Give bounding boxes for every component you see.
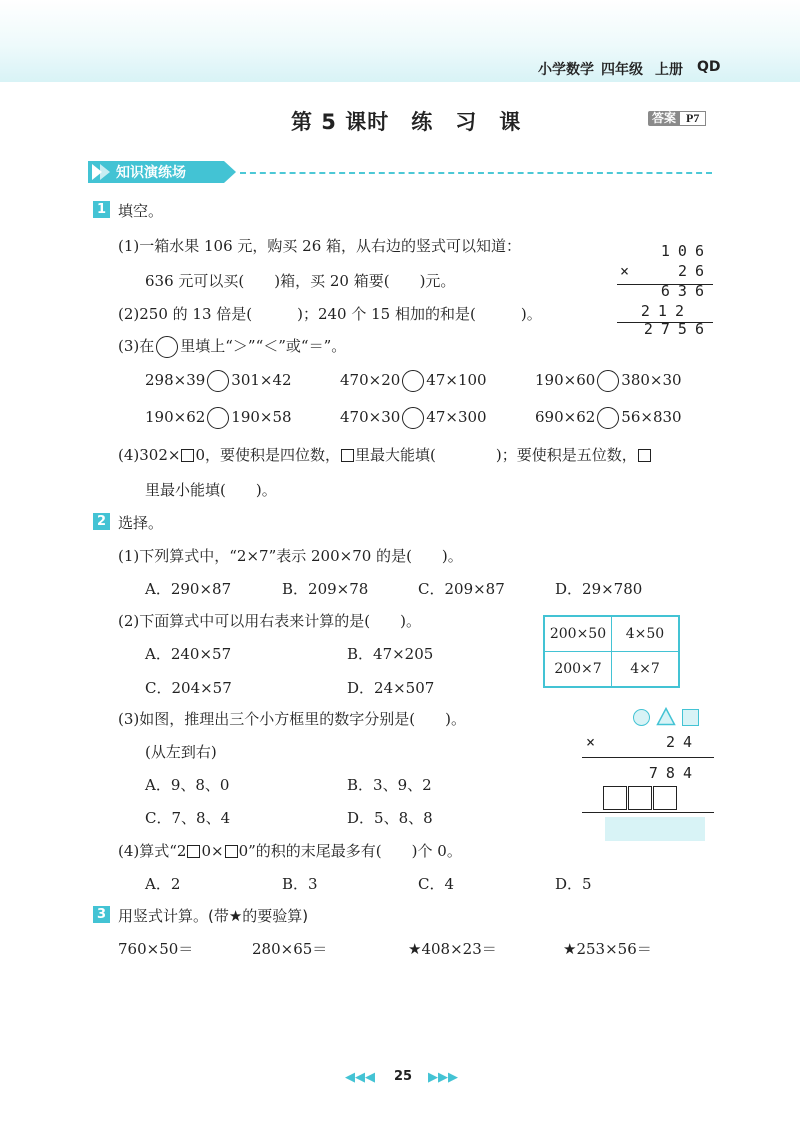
answer-page: P7 [680,111,706,126]
q1-part2[interactable]: (2)250 的 13 倍是( )；240 个 15 相加的和是( )。 [118,305,542,323]
circle-icon [156,336,178,358]
square-icon [341,449,354,462]
q2-s4-opt-b[interactable]: B．3 [282,875,318,893]
compare-circle[interactable] [597,370,619,392]
page-number: 25 [394,1069,413,1084]
q2-s1-opt-d[interactable]: D．29×780 [555,580,643,598]
vcalc-row4: 212 [640,302,692,320]
table-cell: 200×50 [544,616,612,652]
fig-line2 [582,812,714,813]
q2-s4-opt-a[interactable]: A．2 [145,875,181,893]
q1-part1-line1: (1)一箱水果 106 元，购买 26 箱，从右边的竖式可以知道： [118,237,522,255]
q2-s3-opt-c[interactable]: C．7、8、4 [145,809,231,827]
header-edition: QD [697,59,721,75]
q2-s2-question: (2)下面算式中可以用右表来计算的是( )。 [118,612,421,630]
q3-item-1[interactable]: 760×50＝ [118,940,194,958]
vcalc-row3: 636 [660,282,712,300]
q2-s2-opt-d[interactable]: D．24×507 [347,679,435,697]
q2-s4-opt-c[interactable]: C．4 [418,875,455,893]
q2-s3-question-2: (从左到右) [145,743,217,761]
square-icon [225,845,238,858]
header-volume: 上册 [655,62,683,78]
q2-title: 选择。 [118,514,164,532]
banner-dashline [240,172,712,174]
square-icon [181,449,194,462]
q2-s3-opt-d[interactable]: D．5、8、8 [347,809,433,827]
q2-s1-opt-c[interactable]: C．209×87 [418,580,505,598]
compare-circle[interactable] [207,370,229,392]
q1-part4-line1: (4)302× 0，要使积是四位数， 里最大能填( )；要使积是五位数， [118,444,652,465]
vcalc-row2: 26 [677,262,712,280]
q2-s4-question: (4)算式“2 0× 0”的积的末尾最多有( )个 0。 [118,842,462,860]
footer-right-arrows-icon: ▶▶▶ [428,1070,458,1085]
table-cell: 4×7 [612,652,680,688]
fig-result-area [605,817,705,841]
q2-s1-question: (1)下列算式中，“2×7”表示 200×70 的是( )。 [118,547,463,565]
triangle-shape-icon [656,707,676,726]
answer-box[interactable] [628,786,652,810]
q2-s4-opt-d[interactable]: D．5 [555,875,592,893]
q1-part3 [118,335,346,358]
compare-1-3: 190×60 380×30 [535,370,682,392]
fig-partial: 784 [648,764,700,782]
vcalc-row5: 2756 [643,320,712,338]
q2-s3-opt-b[interactable]: B．3、9、2 [347,776,432,794]
compare-circle[interactable] [402,407,424,429]
q1-number: 1 [93,201,110,218]
q1-part3-b: 里填上“＞”“＜”或“＝”。 [180,337,347,355]
q1-part4-line2[interactable]: 里最小能填( )。 [145,481,277,499]
q2-s2-opt-b[interactable]: B．47×205 [347,645,434,663]
table-cell: 4×50 [612,616,680,652]
answer-box[interactable] [653,786,677,810]
calc-table [543,615,680,688]
vcalc-op: × [620,262,638,280]
compare-2-1: 190×62 190×58 [145,407,292,429]
compare-2-2: 470×30 47×300 [340,407,487,429]
compare-circle[interactable] [597,407,619,429]
compare-circle[interactable] [207,407,229,429]
q3-item-4[interactable]: ★253×56＝ [563,940,652,958]
q1-title: 填空。 [118,202,164,220]
square-icon [187,845,200,858]
compare-1-1: 298×39 301×42 [145,370,292,392]
compare-1-2: 470×20 47×100 [340,370,487,392]
q3-item-2[interactable]: 280×65＝ [252,940,328,958]
compare-2-3: 690×62 56×830 [535,407,682,429]
q2-s3-question: (3)如图，推理出三个小方框里的数字分别是( )。 [118,710,466,728]
q2-s3-opt-a[interactable]: A．9、8、0 [145,776,230,794]
fig-multiplier: 24 [665,733,700,751]
q3-item-3[interactable]: ★408×23＝ [408,940,497,958]
answer-ref[interactable] [648,111,706,126]
table-cell: 200×7 [544,652,612,688]
circle-shape-icon [633,709,650,726]
answer-box[interactable] [603,786,627,810]
q3-title: 用竖式计算。(带★的要验算) [118,907,309,925]
q2-s2-opt-a[interactable]: A．240×57 [145,645,232,663]
q1-part3-a: (3)在 [118,337,155,355]
compare-circle[interactable] [402,370,424,392]
fig-op: × [586,733,604,751]
answer-label: 答案 [648,111,680,126]
square-shape-icon [682,709,699,726]
q3-number: 3 [93,906,110,923]
footer-left-arrows-icon: ◀◀◀ [345,1070,375,1085]
page-title: 第 5 课时 练 习 课 [291,110,522,134]
section-banner: 知识演练场 [116,165,186,181]
q2-s1-opt-b[interactable]: B．209×78 [282,580,369,598]
header-grade: 四年级 [601,62,643,78]
vcalc-row1: 106 [660,242,712,260]
q1-part1-line2[interactable]: 636 元可以买( )箱，买 20 箱要( )元。 [145,272,456,290]
q2-number: 2 [93,513,110,530]
square-icon [638,449,651,462]
q2-s2-opt-c[interactable]: C．204×57 [145,679,232,697]
header-subject: 小学数学 [538,62,594,78]
q2-s1-opt-a[interactable]: A．290×87 [145,580,232,598]
fig-line1 [582,757,714,758]
